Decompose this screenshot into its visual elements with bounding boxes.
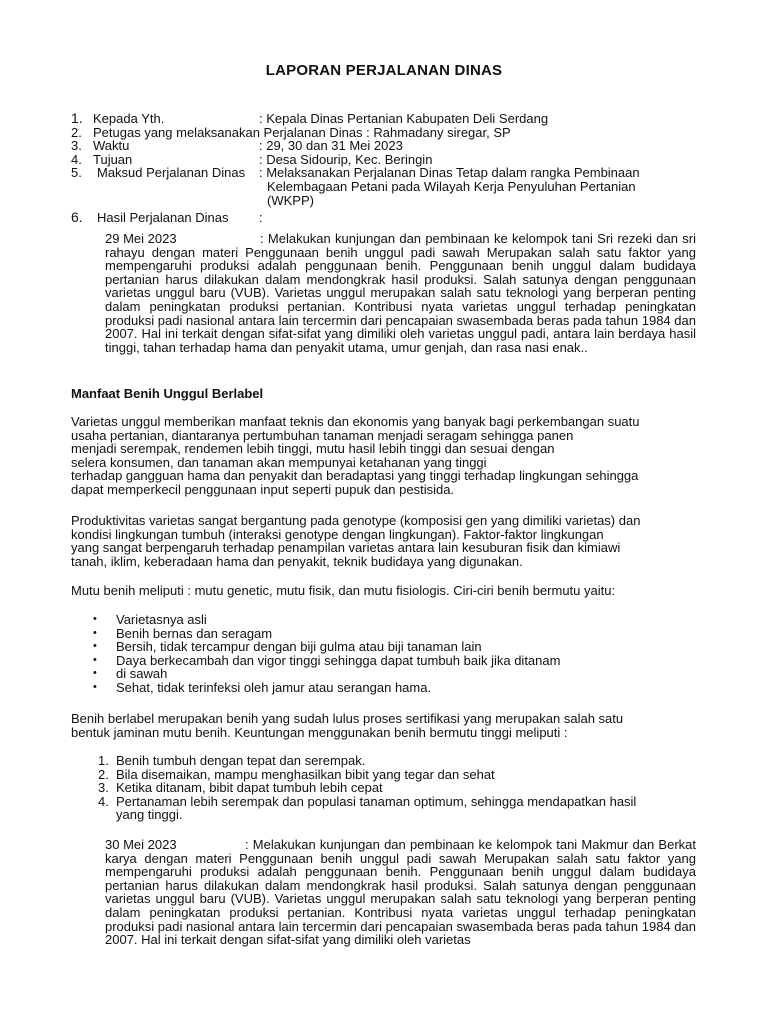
text-line: Benih berlabel merupakan benih yang sudah lulus proses sertifikasi yang merupakan salah satu	[71, 711, 624, 726]
list-number: 4.	[98, 793, 109, 809]
text-line: usaha pertanian, diantaranya pertumbuhan tanaman menjadi seragam sehingga panen	[71, 427, 574, 443]
list-item: 1. Benih tumbuh dengan tepat dan serempak.	[98, 753, 366, 768]
bullet-icon: •	[93, 680, 97, 693]
header-number: 1.	[71, 110, 83, 126]
text-line: dapat memperkecil penggunaan input seperti pupuk dan pestisida.	[71, 481, 455, 497]
list-number: 1.	[98, 753, 109, 768]
header-value: : Kepala Dinas Pertanian Kabupaten Deli Serdang	[259, 111, 549, 126]
text-line: Varietas unggul memberikan manfaat teknis dan ekonomis yang banyak bagi perkembangan suatu	[71, 414, 640, 429]
header-label: Waktu	[93, 138, 130, 154]
text-line: yang sangat berpengaruh terhadap penampilan varietas antara lain kesuburan fisik dan kimiawi	[71, 540, 621, 556]
text-line: selera konsumen, dan tanaman akan mempunyai ketahanan yang tinggi	[71, 454, 487, 470]
text-line: Produktivitas varietas sangat bergantung pada genotype (komposisi gen yang dimiliki varietas) dan	[71, 513, 641, 528]
header-value-continued: (WKPP)	[267, 192, 314, 208]
header-row-5-cont	[71, 180, 708, 194]
text-line: tanah, iklim, keberadaan hama dan penyakit, teknik budidaya yang digunakan.	[71, 553, 523, 569]
paragraph-mutu: Mutu benih meliputi : mutu genetic, mutu fisik, dan mutu fisiologis. Ciri-ciri benih bermutu yaitu:	[71, 583, 616, 598]
list-item: • Varietasnya asli	[93, 612, 207, 627]
paragraph-manfaat	[71, 415, 711, 497]
paragraph-produktivitas	[71, 514, 711, 568]
header-value: :	[259, 210, 263, 226]
list-item: 3. Ketika ditanam, bibit dapat tumbuh lebih cepat	[98, 780, 383, 796]
entry-text: : Melakukan kunjungan dan pembinaan ke kelompok tani Sri rezeki dan sri rahayu dengan materi Penggunaan benih unggul padi sawah Merupakan salah satu faktor yang mempengaruhi produksi adalah penggunaan benih. Penggunaan benih unggul dalam budidaya pertanian harus dilakukan dalam mendongkrak hasil produksi. Salah satunya dengan penggunaan varietas unggul baru (VUB). Varietas unggul merupakan salah satu teknologi yang berperan penting dalam peningkatan produksi pertanian. Kontribusi nyata varietas unggul terhadap peningkatan produksi padi nasional antara lain tercermin dari pencapaian swasembada beras pada tahun 1984 dan 2007. Hal ini terkait dengan sifat-sifat yang dimiliki oleh varietas unggul padi, antara lain berdaya hasil tinggi, tahan terhadap hama dan penyakit utama, umur genjah, dan rasa nasi enak..	[105, 231, 696, 355]
header-number: 6.	[71, 209, 83, 226]
header-row-2	[71, 126, 708, 140]
entry-30-mei	[105, 838, 696, 947]
header-label: Hasil Perjalanan Dinas	[97, 210, 229, 226]
header-number: 4.	[71, 151, 82, 167]
list-item: • Benih bernas dan seragam	[93, 625, 273, 641]
entry-date: 30 Mei 2023	[105, 837, 177, 852]
list-number: 2.	[98, 766, 109, 782]
paragraph-benih-berlabel	[71, 712, 711, 739]
header-row-5-cont	[71, 194, 708, 208]
header-row-1	[71, 112, 708, 126]
entry-29-mei	[105, 232, 696, 354]
text-line: terhadap gangguan hama dan penyakit dan beradaptasi yang tinggi terhadap lingkungan sehingga	[71, 468, 639, 484]
text-line: kondisi lingkungan tumbuh (interaksi genotype dengan lingkungan). Faktor-faktor lingkungan	[71, 526, 604, 542]
bullet-icon: •	[93, 653, 97, 666]
header-value-continued: Kelembagaan Petani pada Wilayah Kerja Penyuluhan Pertanian	[267, 178, 636, 194]
text-line: bentuk jaminan mutu benih. Keuntungan menggunakan benih bermutu tinggi meliputi :	[71, 724, 568, 740]
list-number: 3.	[98, 780, 109, 796]
header-label: Petugas yang melaksanakan Perjalanan Dinas : Rahmadany siregar, SP	[93, 124, 511, 140]
bullet-icon: •	[93, 626, 97, 639]
bullet-icon: •	[93, 640, 97, 653]
header-value: : Melaksanakan Perjalanan Dinas Tetap dalam rangka Pembinaan	[259, 165, 640, 181]
document-title: LAPORAN PERJALANAN DINAS	[265, 62, 503, 79]
header-number: 3.	[71, 138, 82, 154]
header-value: : 29, 30 dan 31 Mei 2023	[259, 138, 403, 154]
header-label: Maksud Perjalanan Dinas	[97, 165, 246, 181]
list-item: • Bersih, tidak tercampur dengan biji gulma atau biji tanaman lain	[93, 639, 482, 655]
header-row-5	[71, 166, 708, 180]
list-item: • Daya berkecambah dan vigor tinggi sehingga dapat tumbuh baik jika ditanam	[93, 652, 561, 668]
entry-date: 29 Mei 2023	[105, 231, 177, 246]
entry-text: : Melakukan kunjungan dan pembinaan ke kelompok tani Makmur dan Berkat karya dengan materi Penggunaan benih unggul padi sawah Merupakan salah satu faktor yang mempengaruhi produksi adalah penggunaan benih. Penggunaan benih unggul dalam budidaya pertanian harus dilakukan dalam mendongkrak hasil produksi. Salah satunya dengan penggunaan varietas unggul baru (VUB). Varietas unggul merupakan salah satu teknologi yang berperan penting dalam peningkatan produksi pertanian. Kontribusi nyata varietas unggul terhadap peningkatan produksi padi nasional antara lain tercermin dari pencapaian swasembada beras pada tahun 1984 dan 2007. Hal ini terkait dengan sifat-sifat yang dimiliki oleh varietas	[105, 837, 696, 948]
list-item: • di sawah	[93, 666, 168, 682]
header-number: 2.	[71, 124, 82, 140]
bullet-icon: •	[93, 613, 97, 625]
header-number: 5.	[71, 165, 82, 181]
list-item: 4. Pertanaman lebih serempak dan populasi tanaman optimum, sehingga mendapatkan hasil yang tinggi.	[98, 793, 637, 823]
header-row-3	[71, 139, 708, 153]
text-line: menjadi serempak, rendemen lebih tinggi, mutu hasil lebih tinggi dan sesuai dengan	[71, 441, 555, 457]
bullet-icon: •	[93, 667, 97, 680]
header-label: Tujuan	[93, 151, 133, 167]
header-label: Kepada Yth.	[93, 111, 165, 126]
header-row-6	[71, 211, 708, 225]
header-value: : Desa Sidourip, Kec. Beringin	[259, 151, 433, 167]
list-item: • Sehat, tidak terinfeksi oleh jamur atau serangan hama.	[93, 679, 432, 695]
list-item: 2. Bila disemaikan, mampu menghasilkan bibit yang tegar dan sehat	[98, 766, 495, 782]
header-row-4	[71, 153, 708, 167]
bullet-list	[71, 613, 560, 695]
numbered-list	[71, 754, 711, 822]
header-list	[71, 112, 708, 225]
section-heading: Manfaat Benih Unggul Berlabel	[71, 386, 264, 401]
